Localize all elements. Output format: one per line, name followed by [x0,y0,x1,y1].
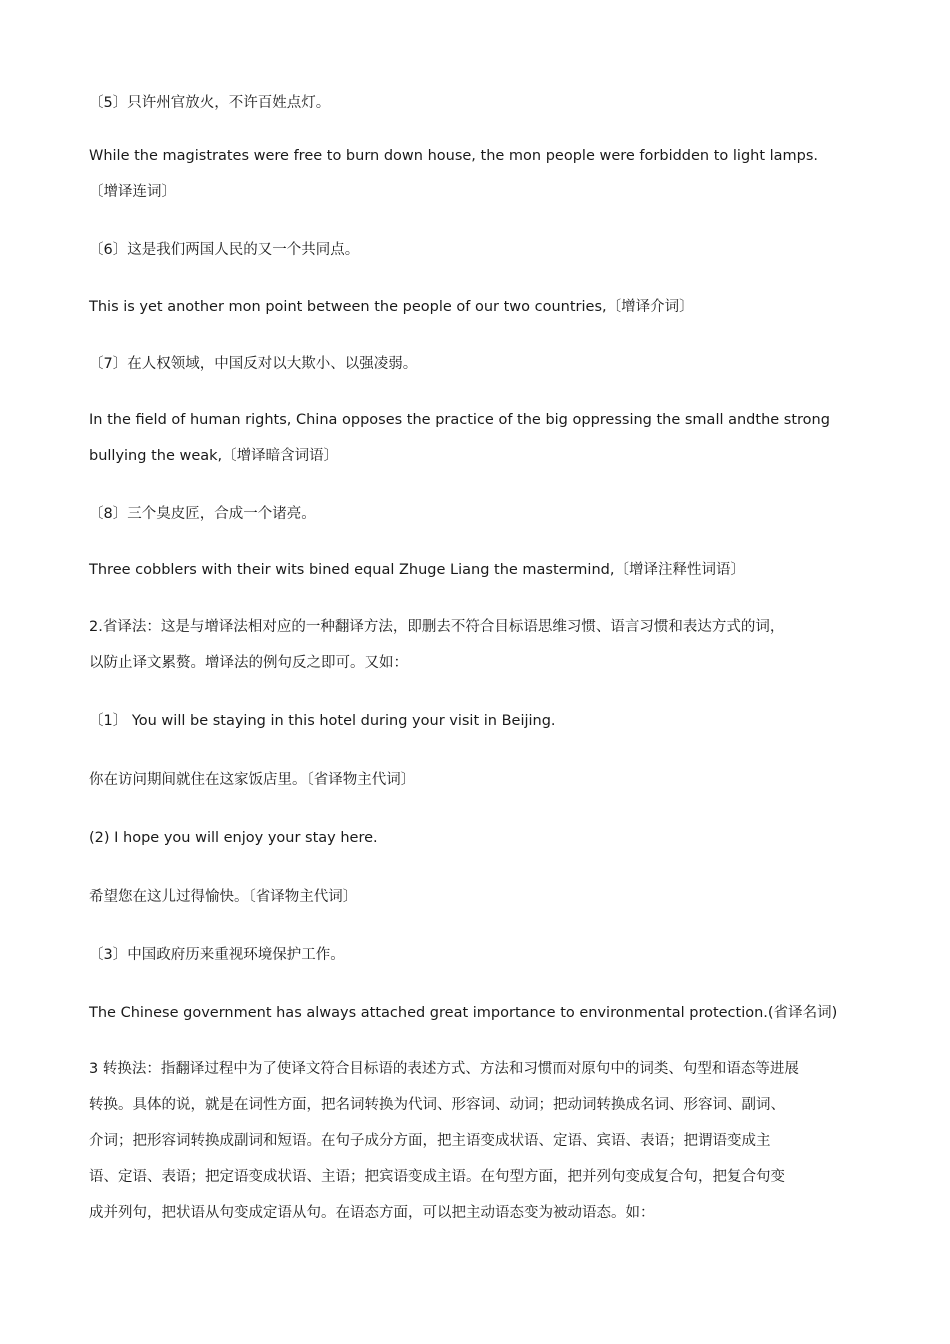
paragraph-omission-example-1-english [89,703,879,739]
paragraph-example-7-chinese [89,346,879,382]
paragraph-omission-method [89,609,879,681]
text-line: 你在访问期间就住在这家饭店里。〔省译物主代词〕 [89,772,416,788]
text-line: 2.省译法：这是与增译法相对应的一种翻译方法，即删去不符合目标语思维习惯、语言习惯和表达方式的词， [89,619,785,635]
paragraph-example-6-chinese [89,232,879,268]
text-line: The Chinese government has always attached great importance to environmental protection.(省译名词) [89,1005,838,1021]
paragraph-example-8-english [89,552,879,588]
text-line: In the field of human rights, China opposes the practice of the big oppressing the small andthe strong [89,412,830,428]
text-line: While the magistrates were free to burn down house, the mon people were forbidden to light lamps. [89,148,819,164]
text-line: 〔5〕只许州官放火，不许百姓点灯。 [89,95,331,111]
text-line: bullying the weak,〔增译暗含词语〕 [89,448,339,464]
paragraph-example-5-chinese [89,85,879,121]
text-line: 希望您在这儿过得愉快。〔省译物主代词〕 [89,889,358,905]
text-line: 语、定语、表语；把定语变成状语、主语；把宾语变成主语。在句型方面，把并列句变成复合句，把复合句变 [89,1169,785,1185]
text-line: 以防止译文累赘。增译法的例句反之即可。又如： [89,655,408,671]
text-line: 转换。具体的说，就是在词性方面，把名词转换为代词、形容词、动词；把动词转换成名词、形容词、副词、 [89,1097,785,1113]
paragraph-omission-example-1-chinese [89,762,879,798]
paragraph-example-6-english [89,289,879,325]
text-line: 〔6〕这是我们两国人民的又一个共同点。 [89,242,360,258]
text-line: 〔增译连词〕 [89,184,176,200]
text-line: 〔7〕在人权领域，中国反对以大欺小、以强凌弱。 [89,356,418,372]
text-line: 成并列句，把状语从句变成定语从句。在语态方面，可以把主动语态变为被动语态。如： [89,1205,655,1221]
text-line: 〔8〕三个臭皮匠，合成一个诸亮。 [89,506,316,522]
text-line: 3 转换法：指翻译过程中为了使译文符合目标语的表述方式、方法和习惯而对原句中的词类、句型和语态等进展 [89,1061,799,1077]
paragraph-example-5-english [89,138,879,210]
paragraph-conversion-method [89,1051,879,1231]
paragraph-omission-example-3-chinese [89,937,879,973]
text-line: 介词；把形容词转换成副词和短语。在句子成分方面，把主语变成状语、定语、宾语、表语；把谓语变成主 [89,1133,771,1149]
paragraph-omission-example-2-chinese [89,879,879,915]
text-line: 〔3〕中国政府历来重视环境保护工作。 [89,947,345,963]
text-line: Three cobblers with their wits bined equal Zhuge Liang the mastermind,〔增译注释性词语〕 [89,562,745,578]
paragraph-example-7-english [89,402,879,474]
text-line: 〔1〕 You will be staying in this hotel during your visit in Beijing. [89,713,556,729]
paragraph-omission-example-3-english [89,995,879,1031]
text-line: This is yet another mon point between the people of our two countries,〔增译介词〕 [89,299,694,315]
paragraph-omission-example-2-english [89,820,879,856]
paragraph-example-8-chinese [89,496,879,532]
text-line: (2) I hope you will enjoy your stay here. [89,830,378,846]
